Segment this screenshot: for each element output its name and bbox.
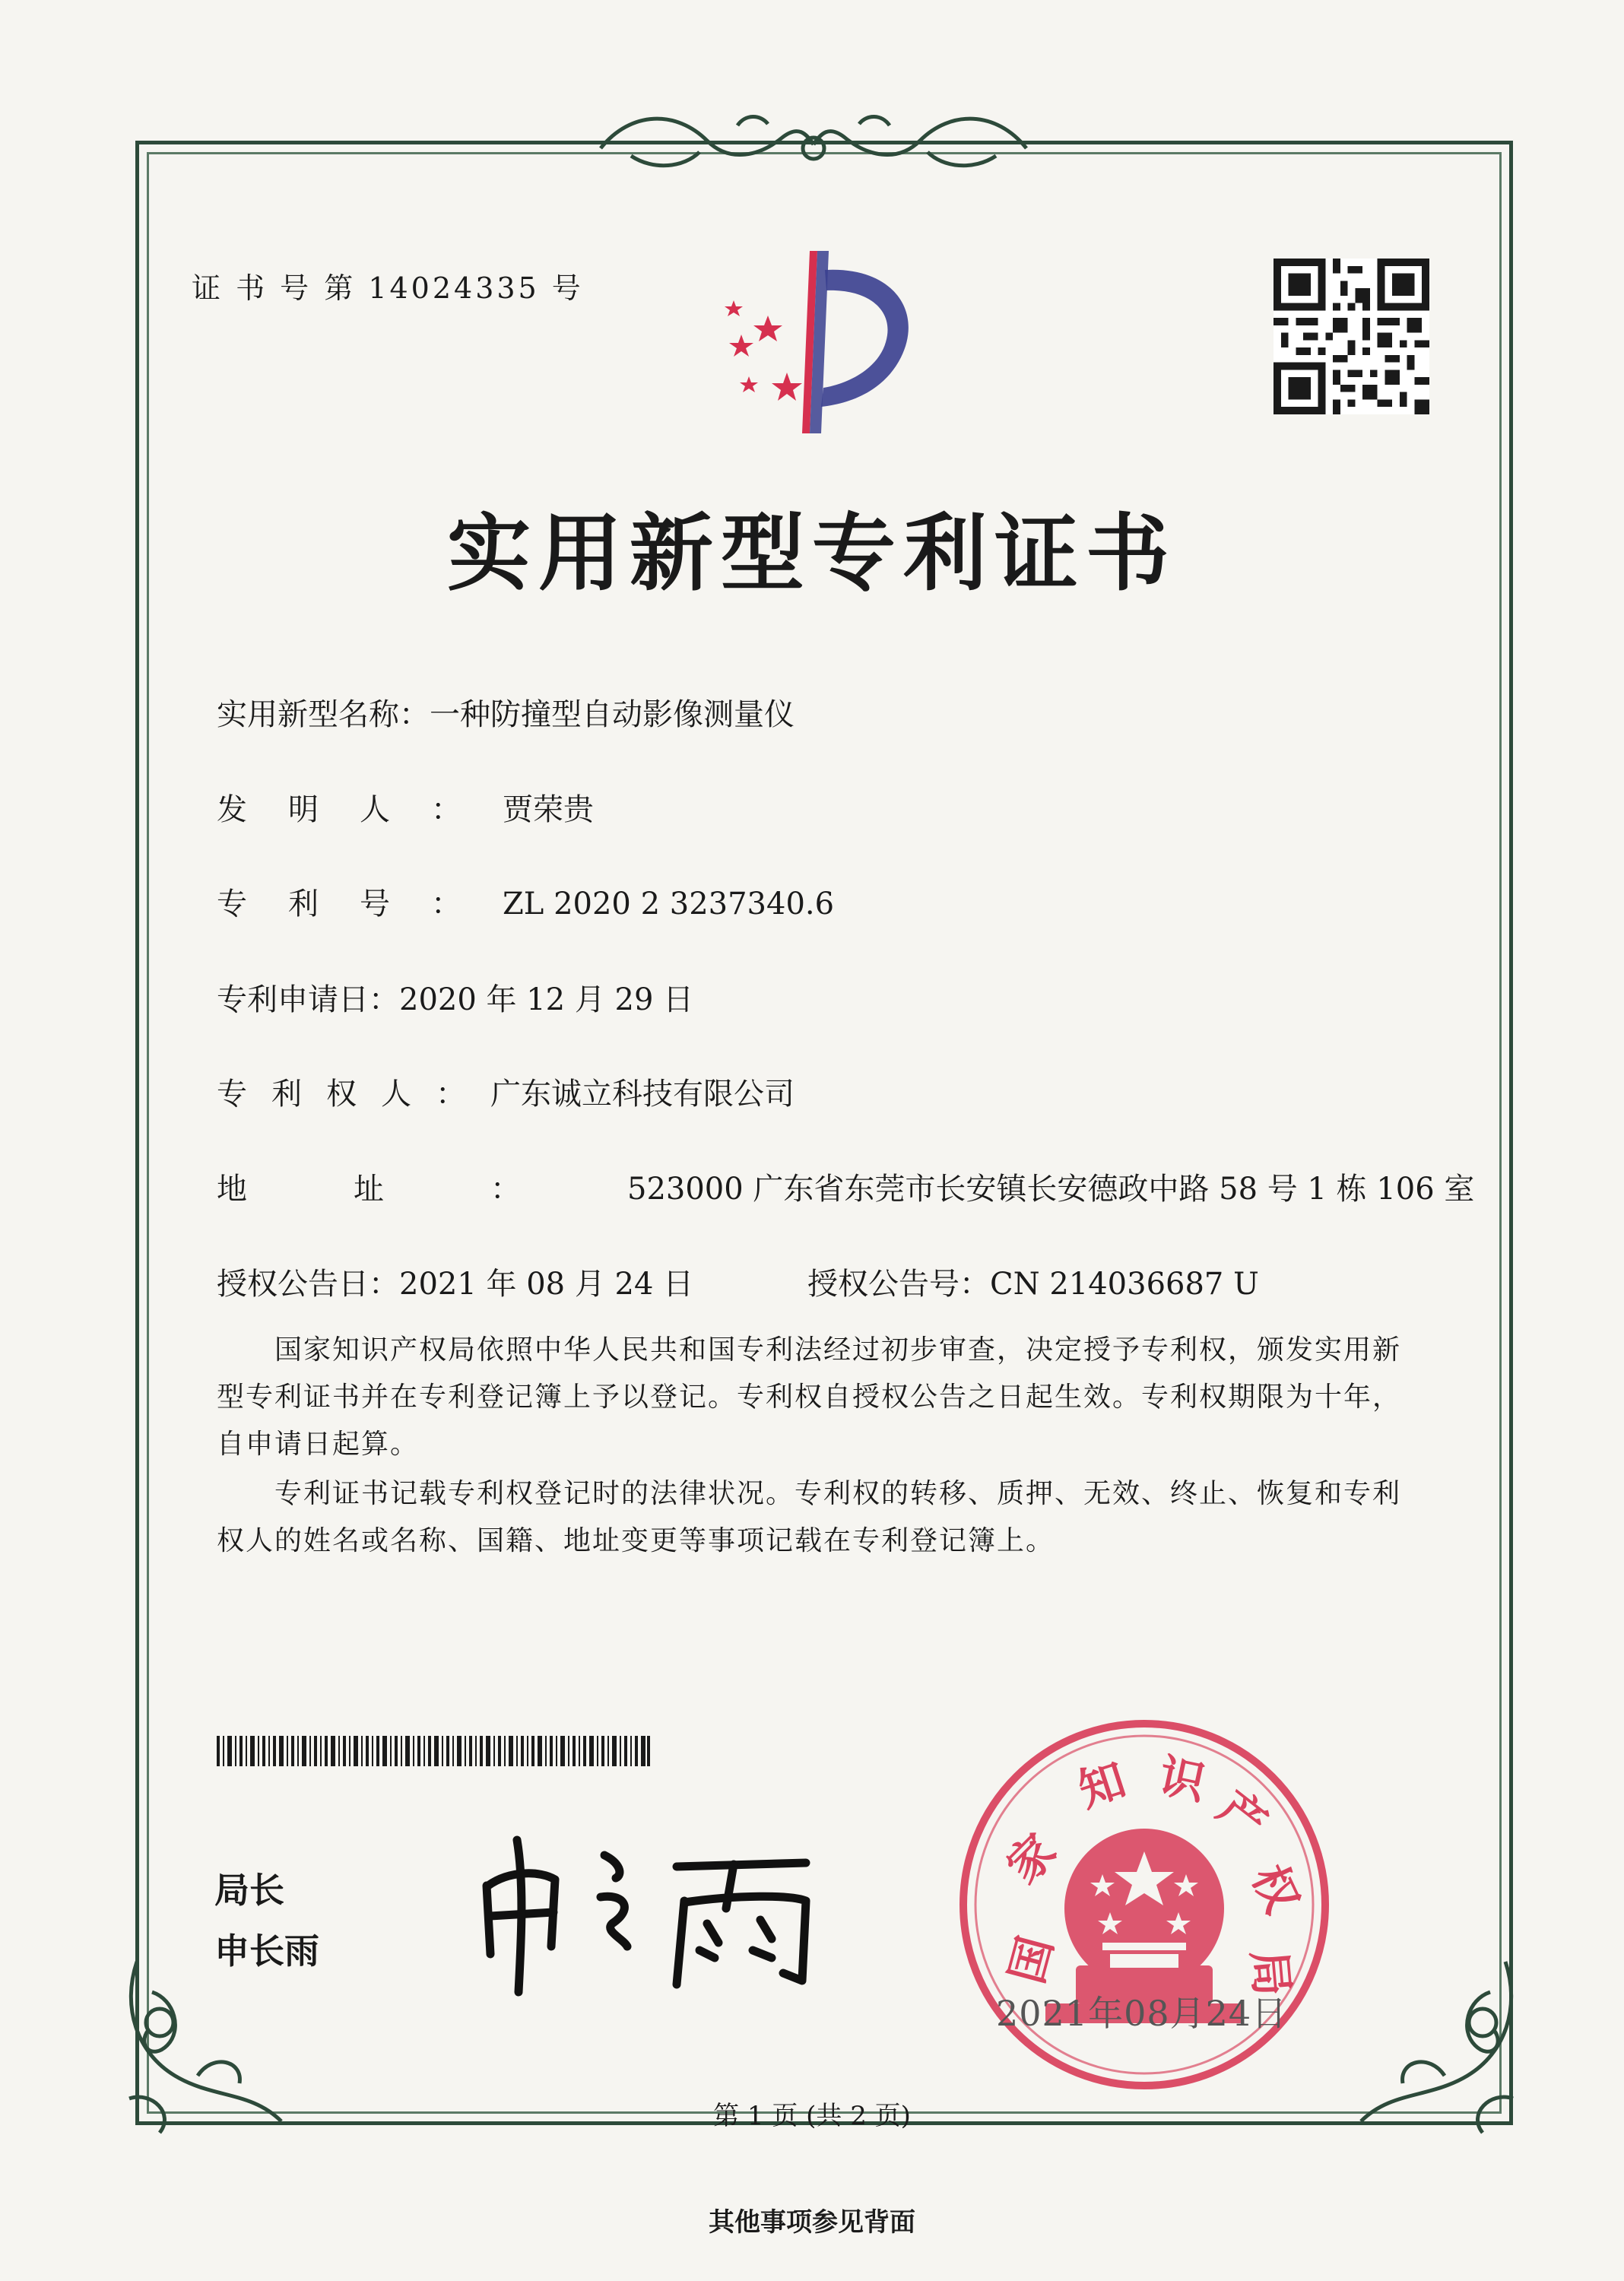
- field-label: 实用新型名称：: [217, 697, 430, 732]
- page-number: 第 1 页 (共 2 页): [713, 2101, 911, 2131]
- svg-text:局: 局: [1241, 1948, 1299, 1998]
- barcode-icon: [217, 1736, 650, 1766]
- field-label: 专利权人：: [217, 1077, 490, 1112]
- paragraph-legal-status: 专利证书记载专利权登记时的法律状况。专利权的转移、质押、无效、终止、恢复和专利权人的姓名或名称、国籍、地址变更等事项记载在专利登记簿上。: [217, 1478, 1402, 1556]
- svg-text:国: 国: [1000, 1930, 1064, 1989]
- field-value: 贾荣贵: [503, 792, 594, 827]
- field-patent-number: [217, 880, 834, 923]
- field-value: 广东诚立科技有限公司: [490, 1077, 795, 1112]
- svg-text:产: 产: [1207, 1781, 1277, 1851]
- field-value: 2020 年 12 月 29 日: [399, 982, 694, 1017]
- field-label: 专利号：: [217, 887, 503, 922]
- svg-text:知: 知: [1072, 1753, 1133, 1819]
- field-label: 发明人：: [217, 792, 503, 827]
- field-value: CN 214036687 U: [990, 1267, 1259, 1302]
- field-value: ZL 2020 2 3237340.6: [503, 887, 835, 922]
- seal-date: 2021年08月24日: [996, 1993, 1288, 2034]
- field-label: 专利申请日：: [217, 982, 399, 1017]
- top-ornament-icon: [585, 103, 1042, 179]
- official-seal-icon: [954, 1715, 1334, 2095]
- cnipa-logo-icon: [696, 243, 939, 449]
- certificate-number: 证 书 号 第 14024335 号: [192, 271, 584, 305]
- paragraph-grant-statement: 国家知识产权局依照中华人民共和国专利法经过初步审查，决定授予专利权，颁发实用新型专利证书并在专利登记簿上予以登记。专利权自授权公告之日起生效。专利权期限为十年，自申请日起算。: [217, 1334, 1402, 1460]
- svg-text:识: 识: [1154, 1749, 1210, 1811]
- footer-note: 其他事项参见背面: [709, 2207, 915, 2238]
- field-label: 地址：: [217, 1172, 627, 1207]
- field-utility-model-name: [217, 690, 795, 734]
- field-grant-number: [807, 1260, 1259, 1303]
- field-address: [217, 1165, 1474, 1208]
- field-value: 2021 年 08 月 24 日: [399, 1267, 694, 1302]
- svg-text:权: 权: [1241, 1857, 1309, 1921]
- field-application-date: [217, 976, 693, 1019]
- field-value: 523000 广东省东莞市长安镇长安德政中路 58 号 1 栋 106 室: [627, 1172, 1475, 1207]
- certificate-title: 实用新型专利证书: [447, 505, 1177, 602]
- director-role: 局长: [214, 1870, 284, 1911]
- field-patentee: [217, 1070, 795, 1113]
- field-value: 一种防撞型自动影像测量仪: [430, 697, 795, 732]
- director-name: 申长雨: [214, 1930, 319, 1972]
- field-grant-date: [217, 1260, 693, 1303]
- field-inventor: [217, 785, 594, 829]
- field-label: 授权公告日：: [217, 1267, 399, 1302]
- svg-text:家: 家: [997, 1824, 1067, 1894]
- qr-code-icon: [1274, 259, 1429, 414]
- field-label: 授权公告号：: [807, 1267, 990, 1302]
- director-signature-icon: [471, 1825, 829, 2000]
